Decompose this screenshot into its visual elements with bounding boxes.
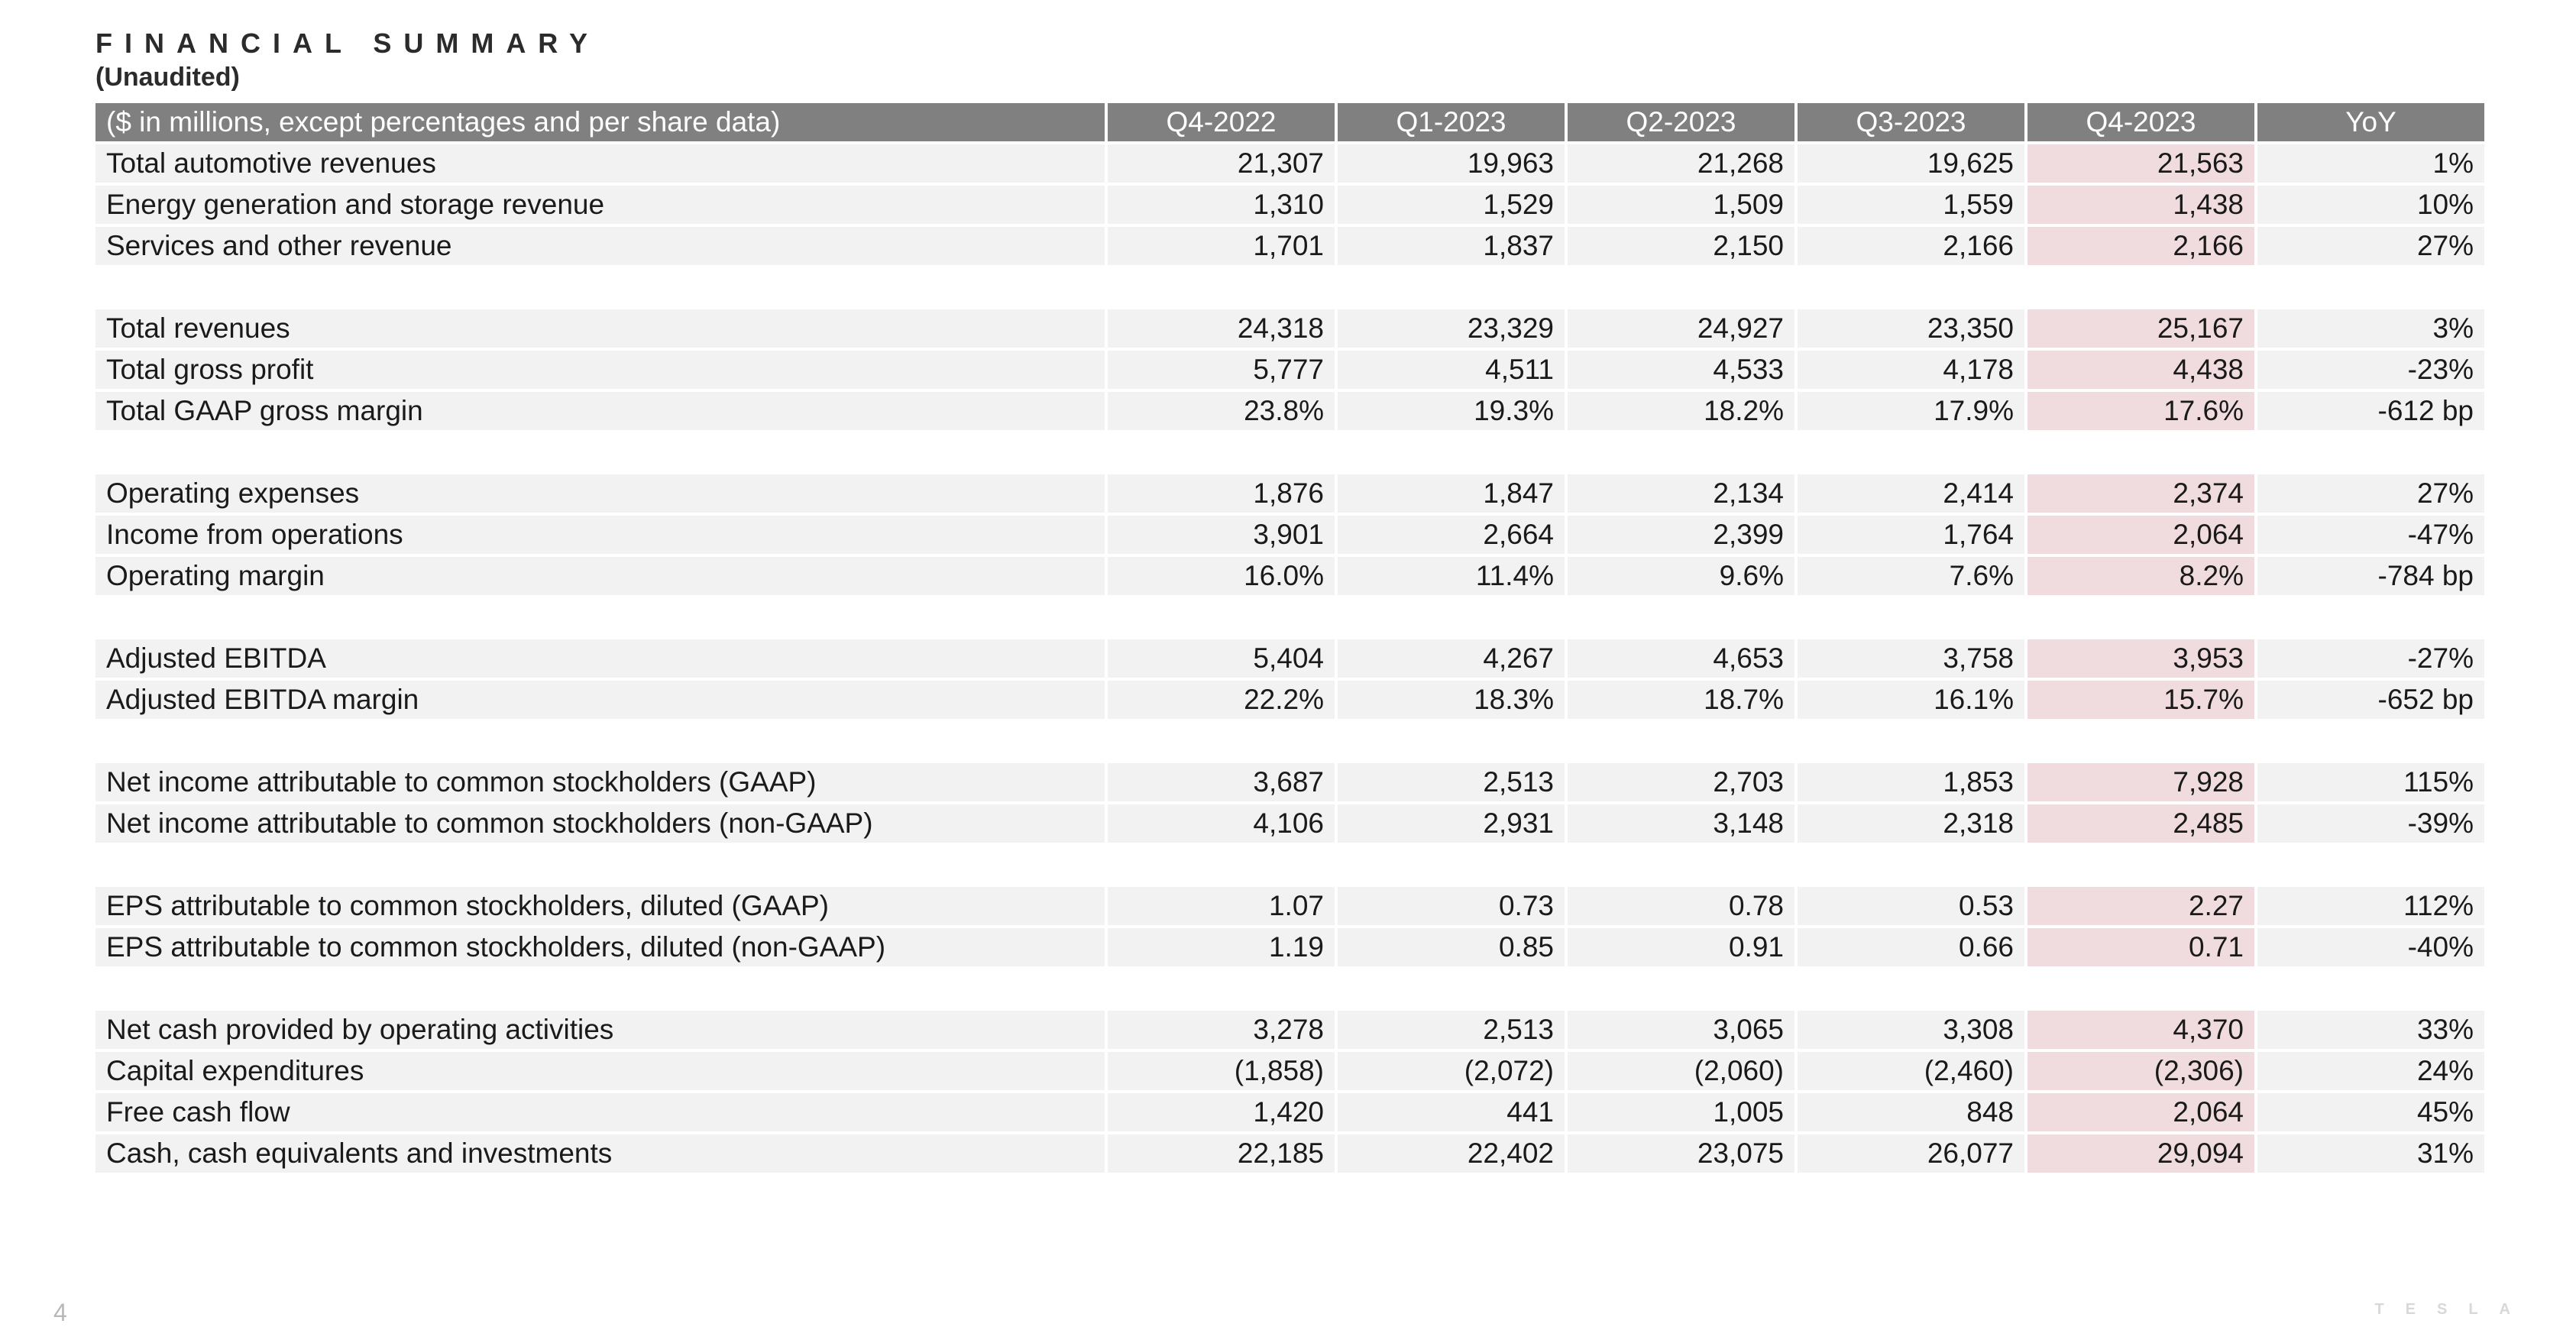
value-cell: 24,927: [1568, 309, 1794, 348]
spacer-cell: [95, 268, 2484, 306]
value-cell: 0.91: [1568, 928, 1794, 966]
value-cell: 2,414: [1798, 474, 2024, 513]
page-title: FINANCIAL SUMMARY: [95, 28, 600, 59]
yoy-cell: 45%: [2257, 1093, 2484, 1131]
value-cell: 1.07: [1108, 887, 1335, 925]
yoy-cell: 24%: [2257, 1052, 2484, 1090]
yoy-cell: 27%: [2257, 474, 2484, 513]
value-cell: 29,094: [2027, 1134, 2254, 1173]
page-number: 4: [53, 1299, 67, 1326]
value-cell: 19,963: [1338, 144, 1565, 183]
row-label: Operating margin: [95, 557, 1105, 595]
yoy-cell: 31%: [2257, 1134, 2484, 1173]
value-cell: 1,509: [1568, 186, 1794, 224]
value-cell: 4,370: [2027, 1011, 2254, 1049]
page-subtitle: (Unaudited): [95, 63, 240, 92]
value-cell: 848: [1798, 1093, 2024, 1131]
value-cell: 1,876: [1108, 474, 1335, 513]
value-cell: 22,402: [1338, 1134, 1565, 1173]
spacer-row: [95, 722, 2484, 760]
table-row: [95, 1011, 2484, 1049]
value-cell: 1.19: [1108, 928, 1335, 966]
value-cell: 24,318: [1108, 309, 1335, 348]
value-cell: 16.0%: [1108, 557, 1335, 595]
value-cell: 1,853: [1798, 763, 2024, 801]
value-cell: 25,167: [2027, 309, 2254, 348]
spacer-cell: [95, 722, 2484, 760]
value-cell: (2,060): [1568, 1052, 1794, 1090]
value-cell: 7,928: [2027, 763, 2254, 801]
yoy-cell: -39%: [2257, 804, 2484, 843]
row-label: Total gross profit: [95, 351, 1105, 389]
value-cell: 2,318: [1798, 804, 2024, 843]
value-cell: 19,625: [1798, 144, 2024, 183]
table-row: [95, 639, 2484, 678]
value-cell: 4,178: [1798, 351, 2024, 389]
value-cell: 3,901: [1108, 516, 1335, 554]
value-cell: 4,106: [1108, 804, 1335, 843]
value-cell: 23,350: [1798, 309, 2024, 348]
value-cell: 2,513: [1338, 1011, 1565, 1049]
value-cell: 1,764: [1798, 516, 2024, 554]
value-cell: 3,953: [2027, 639, 2254, 678]
value-cell: 17.6%: [2027, 392, 2254, 430]
row-label: Net cash provided by operating activities: [95, 1011, 1105, 1049]
value-cell: 23,329: [1338, 309, 1565, 348]
value-cell: 2.27: [2027, 887, 2254, 925]
yoy-cell: -23%: [2257, 351, 2484, 389]
row-label: Adjusted EBITDA margin: [95, 681, 1105, 719]
value-cell: 1,420: [1108, 1093, 1335, 1131]
spacer-cell: [95, 433, 2484, 471]
value-cell: 3,065: [1568, 1011, 1794, 1049]
value-cell: 1,847: [1338, 474, 1565, 513]
row-label: Total revenues: [95, 309, 1105, 348]
yoy-cell: -40%: [2257, 928, 2484, 966]
yoy-cell: -784 bp: [2257, 557, 2484, 595]
table-header-row: [95, 103, 2484, 141]
table-row: [95, 392, 2484, 430]
financial-summary-table: [92, 100, 2487, 1176]
value-cell: 0.85: [1338, 928, 1565, 966]
value-cell: 11.4%: [1338, 557, 1565, 595]
row-label: Net income attributable to common stockholders (GAAP): [95, 763, 1105, 801]
table-row: [95, 557, 2484, 595]
value-cell: 1,559: [1798, 186, 2024, 224]
value-cell: 18.3%: [1338, 681, 1565, 719]
value-cell: 2,166: [2027, 227, 2254, 265]
value-cell: (1,858): [1108, 1052, 1335, 1090]
value-cell: 4,438: [2027, 351, 2254, 389]
column-header-q3-2023: Q3-2023: [1798, 103, 2024, 141]
value-cell: 7.6%: [1798, 557, 2024, 595]
table-row: [95, 516, 2484, 554]
spacer-row: [95, 969, 2484, 1008]
value-cell: 0.53: [1798, 887, 2024, 925]
yoy-cell: 33%: [2257, 1011, 2484, 1049]
value-cell: 3,148: [1568, 804, 1794, 843]
spacer-row: [95, 846, 2484, 884]
value-cell: 2,703: [1568, 763, 1794, 801]
value-cell: 3,758: [1798, 639, 2024, 678]
value-cell: 4,653: [1568, 639, 1794, 678]
value-cell: 1,310: [1108, 186, 1335, 224]
value-cell: 2,374: [2027, 474, 2254, 513]
value-cell: 0.78: [1568, 887, 1794, 925]
value-cell: (2,460): [1798, 1052, 2024, 1090]
value-cell: 2,485: [2027, 804, 2254, 843]
value-cell: 0.73: [1338, 887, 1565, 925]
value-cell: 1,438: [2027, 186, 2254, 224]
table-row: [95, 186, 2484, 224]
yoy-cell: -47%: [2257, 516, 2484, 554]
yoy-cell: 1%: [2257, 144, 2484, 183]
value-cell: 2,664: [1338, 516, 1565, 554]
table-row: [95, 1134, 2484, 1173]
value-cell: 8.2%: [2027, 557, 2254, 595]
column-header-units: ($ in millions, except percentages and per share data): [95, 103, 1105, 141]
value-cell: 2,399: [1568, 516, 1794, 554]
value-cell: 1,529: [1338, 186, 1565, 224]
value-cell: 22,185: [1108, 1134, 1335, 1173]
value-cell: 2,064: [2027, 516, 2254, 554]
yoy-cell: 3%: [2257, 309, 2484, 348]
value-cell: 5,777: [1108, 351, 1335, 389]
value-cell: 21,268: [1568, 144, 1794, 183]
row-label: Total GAAP gross margin: [95, 392, 1105, 430]
value-cell: 18.7%: [1568, 681, 1794, 719]
row-label: Free cash flow: [95, 1093, 1105, 1131]
table-row: [95, 681, 2484, 719]
value-cell: (2,072): [1338, 1052, 1565, 1090]
value-cell: 2,513: [1338, 763, 1565, 801]
row-label: Adjusted EBITDA: [95, 639, 1105, 678]
column-header-q2-2023: Q2-2023: [1568, 103, 1794, 141]
table-row: [95, 309, 2484, 348]
spacer-row: [95, 598, 2484, 636]
table-row: [95, 887, 2484, 925]
table-row: [95, 763, 2484, 801]
yoy-cell: -612 bp: [2257, 392, 2484, 430]
table-row: [95, 227, 2484, 265]
yoy-cell: -27%: [2257, 639, 2484, 678]
brand-logo: TESLA: [2374, 1301, 2532, 1318]
value-cell: 21,307: [1108, 144, 1335, 183]
value-cell: 2,134: [1568, 474, 1794, 513]
table-row: [95, 804, 2484, 843]
yoy-cell: 115%: [2257, 763, 2484, 801]
value-cell: 2,166: [1798, 227, 2024, 265]
yoy-cell: 10%: [2257, 186, 2484, 224]
row-label: Operating expenses: [95, 474, 1105, 513]
table-row: [95, 144, 2484, 183]
column-header-q4-2022: Q4-2022: [1108, 103, 1335, 141]
column-header-q4-2023: Q4-2023: [2027, 103, 2254, 141]
yoy-cell: 27%: [2257, 227, 2484, 265]
value-cell: 18.2%: [1568, 392, 1794, 430]
value-cell: 3,278: [1108, 1011, 1335, 1049]
spacer-cell: [95, 969, 2484, 1008]
yoy-cell: 112%: [2257, 887, 2484, 925]
table-row: [95, 928, 2484, 966]
table-body: [95, 144, 2484, 1173]
value-cell: 21,563: [2027, 144, 2254, 183]
table-row: [95, 1093, 2484, 1131]
row-label: Net income attributable to common stockholders (non-GAAP): [95, 804, 1105, 843]
spacer-row: [95, 433, 2484, 471]
value-cell: 26,077: [1798, 1134, 2024, 1173]
value-cell: 0.71: [2027, 928, 2254, 966]
row-label: Total automotive revenues: [95, 144, 1105, 183]
row-label: Energy generation and storage revenue: [95, 186, 1105, 224]
value-cell: (2,306): [2027, 1052, 2254, 1090]
value-cell: 3,687: [1108, 763, 1335, 801]
column-header-q1-2023: Q1-2023: [1338, 103, 1565, 141]
value-cell: 4,267: [1338, 639, 1565, 678]
value-cell: 9.6%: [1568, 557, 1794, 595]
value-cell: 16.1%: [1798, 681, 2024, 719]
value-cell: 1,005: [1568, 1093, 1794, 1131]
table-row: [95, 474, 2484, 513]
value-cell: 1,701: [1108, 227, 1335, 265]
row-label: EPS attributable to common stockholders, diluted (GAAP): [95, 887, 1105, 925]
value-cell: 2,064: [2027, 1093, 2254, 1131]
row-label: Services and other revenue: [95, 227, 1105, 265]
column-header-yoy: YoY: [2257, 103, 2484, 141]
spacer-cell: [95, 846, 2484, 884]
value-cell: 23,075: [1568, 1134, 1794, 1173]
value-cell: 441: [1338, 1093, 1565, 1131]
spacer-row: [95, 268, 2484, 306]
value-cell: 4,511: [1338, 351, 1565, 389]
row-label: Capital expenditures: [95, 1052, 1105, 1090]
yoy-cell: -652 bp: [2257, 681, 2484, 719]
value-cell: 4,533: [1568, 351, 1794, 389]
table-row: [95, 1052, 2484, 1090]
value-cell: 5,404: [1108, 639, 1335, 678]
value-cell: 3,308: [1798, 1011, 2024, 1049]
value-cell: 0.66: [1798, 928, 2024, 966]
value-cell: 2,150: [1568, 227, 1794, 265]
table-row: [95, 351, 2484, 389]
row-label: EPS attributable to common stockholders, diluted (non-GAAP): [95, 928, 1105, 966]
value-cell: 19.3%: [1338, 392, 1565, 430]
value-cell: 22.2%: [1108, 681, 1335, 719]
value-cell: 1,837: [1338, 227, 1565, 265]
row-label: Income from operations: [95, 516, 1105, 554]
value-cell: 2,931: [1338, 804, 1565, 843]
spacer-cell: [95, 598, 2484, 636]
value-cell: 23.8%: [1108, 392, 1335, 430]
row-label: Cash, cash equivalents and investments: [95, 1134, 1105, 1173]
value-cell: 17.9%: [1798, 392, 2024, 430]
value-cell: 15.7%: [2027, 681, 2254, 719]
